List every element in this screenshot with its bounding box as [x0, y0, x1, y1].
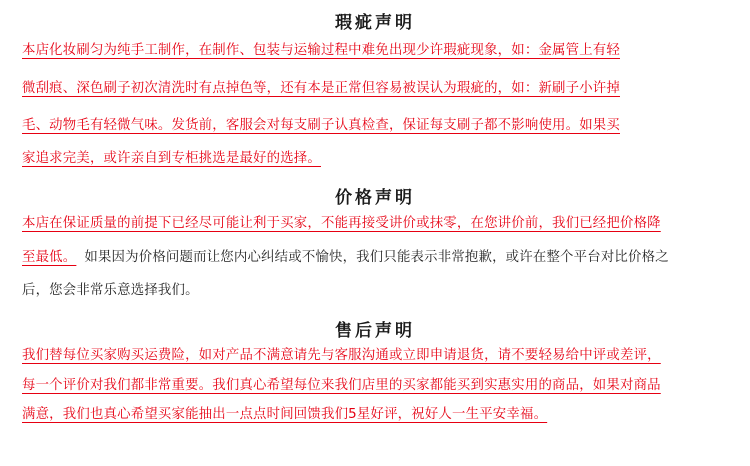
line-text: 如果因为价格问题而让您内心纠结或不愉快，我们只能表示非常抱歉，或许在整个平台对比价格之 [84, 250, 669, 265]
line-text: 微刮痕、深色刷子初次清洗时有点掉色等，还有本是正常但容易被误认为瑕疵的，如：新刷子小许掉 [22, 81, 620, 96]
section-defects-line [22, 80, 620, 98]
section-defects-line [22, 150, 321, 168]
section-defects-line [22, 42, 620, 60]
line-text: 毛、动物毛有轻微气味。发货前，客服会对每支刷子认真检查，保证每支刷子都不影响使用。如果买 [22, 118, 620, 133]
section-title-defects: 瑕疵声明 [335, 13, 415, 33]
line-text: 后，您会非常乐意选择我们。 [22, 283, 199, 298]
section-title-aftersales: 售后声明 [335, 321, 415, 341]
section-price-line [22, 282, 199, 300]
line-text: 本店在保证质量的前提下已经尽可能让利于买家，不能再接受讲价或抹零，在您讲价前，我们已经把价格降 [22, 216, 661, 231]
section-defects-line [22, 117, 620, 135]
line-text: 本店化妆刷匀为纯手工制作，在制作、包装与运输过程中难免出现少许瑕疵现象，如：金属管上有轻 [22, 43, 620, 58]
line-text: 我们替每位买家购买运费险，如对产品不满意请先与客服沟通或立即申请退货，请不要轻易给中评或差评， [22, 348, 661, 363]
line-text: 至最低。 [22, 250, 77, 265]
section-title-price: 价格声明 [335, 188, 415, 208]
section-aftersales-line [22, 347, 661, 365]
line-text: 每一个评价对我们都非常重要。我们真心希望每位来我们店里的买家都能买到实惠实用的商品，如果对商品 [22, 378, 661, 393]
section-aftersales-line [22, 377, 661, 395]
section-aftersales-line [22, 406, 547, 424]
line-text: 满意，我们也真心希望买家能抽出一点点时间回馈我们5星好评，祝好人一生平安幸福。 [22, 407, 548, 422]
section-price-line [22, 249, 669, 267]
section-price-line [22, 215, 661, 233]
line-text: 家追求完美，或许亲自到专柜挑选是最好的选择。 [22, 151, 321, 166]
